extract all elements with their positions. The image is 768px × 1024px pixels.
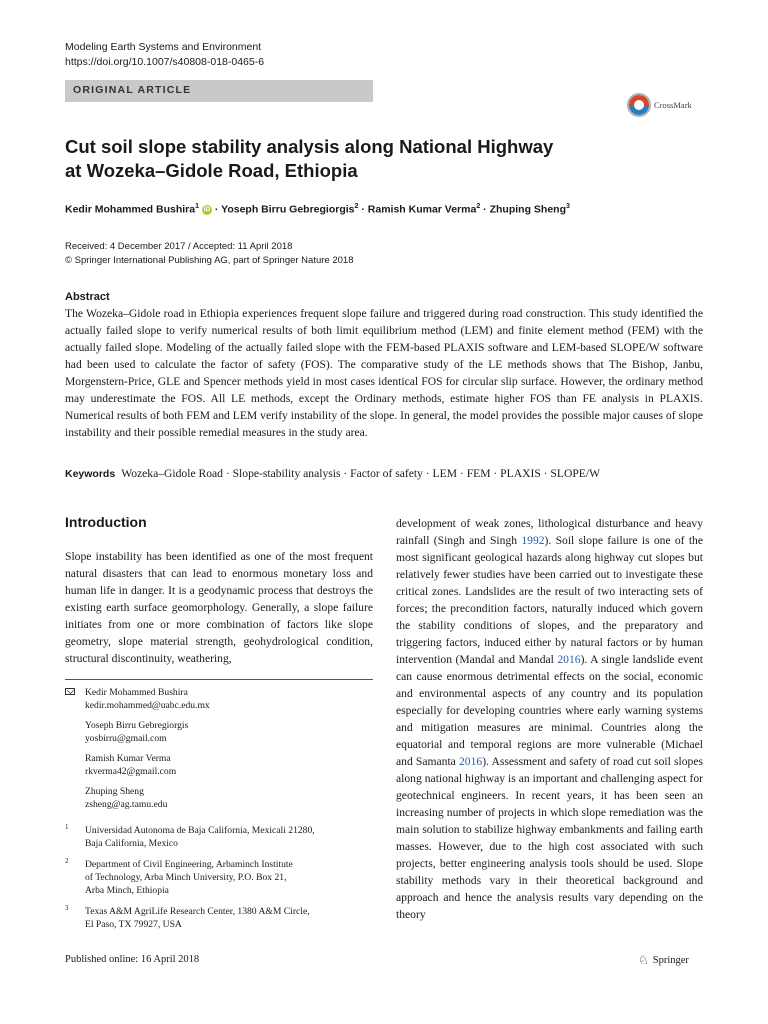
article-dates — [65, 240, 353, 268]
author-affil-sup: 2 — [476, 203, 481, 210]
keywords — [65, 467, 600, 480]
affiliation-line: El Paso, TX 79927, USA — [85, 919, 182, 930]
author-list — [65, 203, 570, 216]
citation-link[interactable]: 2016 — [459, 755, 483, 768]
author-affil-sup: 2 — [354, 203, 359, 210]
author-affil-sup: 3 — [565, 203, 570, 210]
contact-email[interactable]: yosbirru@gmail.com — [85, 733, 167, 744]
affiliation-line: Universidad Autonoma de Baja California, Mexicali 21280, — [85, 825, 315, 836]
publisher-logo[interactable] — [638, 953, 689, 968]
affiliation-line: of Technology, Arba Minch University, P.O. Box 21, — [85, 872, 287, 883]
article-title — [65, 135, 585, 183]
journal-header — [65, 40, 264, 70]
published-date: Published online: 16 April 2018 — [65, 954, 200, 965]
crossmark-button[interactable] — [627, 93, 692, 117]
crossmark-icon — [627, 93, 651, 117]
contact-entry — [65, 785, 375, 811]
title-line-2: at Wozeka–Gidole Road, Ethiopia — [65, 160, 358, 181]
author-name[interactable]: Ramish Kumar Verma — [367, 203, 477, 216]
author-name[interactable]: Kedir Mohammed Bushira — [65, 203, 196, 216]
contact-name: Ramish Kumar Verma — [85, 753, 171, 764]
abstract-text: The Wozeka–Gidole road in Ethiopia experiences frequent slope failure and triggered during road construction. This study identified the actually failed slope to verify numerical results of both limit equilibrium method (LEM) and finite element method (FEM) with the actually failed slope. Modeling of the actually failed slope with the FEM-based PLAXIS software and LEM-based SLOPE/W software had been used to calculate the factor of safety (FOS). The comparative study of the LE methods shows that The Bishop, Janbu, Morgenstern-Price, GLE and Spencer methods yield in most cases identical FOS for circular slip surface. However, the ordinary method may underestimate the FOS. All LE methods, except the Ordinary methods, estimate higher FOS than FE analysis in PLAXIS. Numerical results of both FEM and LEM verify instability of the slope. In general, the model provides the possible major causes of slope instability and their possible remedial measures in the study area. — [65, 307, 703, 439]
keywords-label: Keywords — [65, 468, 116, 480]
author-name[interactable]: Yoseph Birru Gebregiorgis — [221, 203, 355, 216]
article-type-label: ORIGINAL ARTICLE — [73, 84, 192, 96]
intro-text: ). A single landslide event can cause enormous detrimental effects on the social, economic and environmental aspects of any country and its population especially for developing countries where early warning systems and mitigation measures are minimal. Countries along the equatorial and temporal regions are more vulnerable (Michael and Samanta — [396, 653, 703, 768]
citation-link[interactable]: 1992 — [521, 534, 545, 547]
keywords-list: Wozeka–Gidole Road · Slope-stability analysis · Factor of safety · LEM · FEM · PLAXIS · SLOPE/W — [121, 467, 601, 480]
mail-icon — [65, 688, 75, 695]
footnote-divider — [65, 679, 373, 680]
contact-entry — [65, 719, 375, 745]
intro-text: ). Assessment and safety of road cut soil slopes along national highway is an important and challenging aspect for geotechnical engineers. In recent years, it has been seen an increasing number of projects in which slope remediation was the main solution to stabilize highway embankments and failing earth masses. However, due to the high cost associated with such projects, better engineering analysis tools should be used. Slope stability methods vary in their theoretical background and approach and hence the analysis results vary depending on the theory — [396, 755, 703, 921]
contact-list — [65, 686, 375, 818]
contact-email[interactable]: rkverma42@gmail.com — [85, 766, 177, 777]
title-line-1: Cut soil slope stability analysis along National Highway — [65, 136, 554, 157]
crossmark-label: CrossMark — [654, 100, 692, 110]
affiliation-line: Texas A&M AgriLife Research Center, 1380 A&M Circle, — [85, 906, 310, 917]
affiliation-number: 1 — [65, 823, 69, 831]
affiliation-entry — [65, 858, 375, 897]
orcid-icon[interactable]: iD — [203, 205, 211, 213]
contact-entry — [65, 752, 375, 778]
doi-link[interactable]: https://doi.org/10.1007/s40808-018-0465-6 — [65, 56, 265, 68]
received-accepted: Received: 4 December 2017 / Accepted: 11 April 2018 — [65, 241, 293, 252]
contact-name: Kedir Mohammed Bushira — [85, 687, 188, 698]
abstract-heading: Abstract — [65, 291, 110, 303]
introduction-heading: Introduction — [65, 514, 147, 530]
affiliation-entry — [65, 905, 375, 931]
intro-column-left: Slope instability has been identified as one of the most frequent natural disasters that can lead to enormous monetary loss and human life in danger. It is a geodynamic process that destroys the existing earth surface geomorphology. Generally, a slope failure initiates from one or more combination of factors like slope geometry, slope material strength, geohydrological condition, structural discontinuity, weathering, — [65, 550, 373, 665]
citation-link[interactable]: 2016 — [557, 653, 581, 666]
contact-email[interactable]: zsheng@ag.tamu.edu — [85, 799, 168, 810]
contact-email[interactable]: kedir.mohammed@uabc.edu.mx — [85, 700, 210, 711]
contact-name: Zhuping Sheng — [85, 786, 144, 797]
affiliation-line: Arba Minch, Ethiopia — [85, 885, 169, 896]
contact-name: Yoseph Birru Gebregiorgis — [85, 720, 189, 731]
author-affil-sup: 1 — [195, 203, 200, 210]
article-type-banner — [65, 80, 373, 102]
intro-column-right — [396, 515, 703, 923]
affiliation-line: Baja California, Mexico — [85, 838, 178, 849]
journal-name: Modeling Earth Systems and Environment — [65, 41, 262, 53]
contact-entry — [65, 686, 375, 712]
author-name[interactable]: Zhuping Sheng — [489, 203, 566, 216]
author-separator: · — [480, 203, 490, 216]
intro-text: ). Soil slope failure is one of the most significant geological hazards along highway cut slopes but relatively fewer studies have been carried out to investigate these critical zones. Landslides are the result of two interacting sets of forces; the precondition factors, naturally induced which govern the stability conditions of slopes, and the preparatory and triggering factors, induced either by natural factors or by human intervention (Mandal and Mandal — [396, 534, 703, 666]
springer-horse-icon: ♘ — [638, 953, 649, 967]
intro-text: development of weak zones, lithological disturbance and heavy rainfall (Singh and Singh — [396, 517, 703, 547]
publisher-name: Springer — [652, 955, 689, 966]
author-separator: · — [358, 203, 368, 216]
author-separator: · — [211, 203, 222, 216]
affiliation-list — [65, 824, 375, 939]
copyright-line: © Springer International Publishing AG, part of Springer Nature 2018 — [65, 255, 354, 266]
affiliation-line: Department of Civil Engineering, Arbaminch Institute — [85, 859, 293, 870]
affiliation-number: 2 — [65, 857, 69, 865]
affiliation-entry — [65, 824, 375, 850]
affiliation-number: 3 — [65, 904, 69, 912]
